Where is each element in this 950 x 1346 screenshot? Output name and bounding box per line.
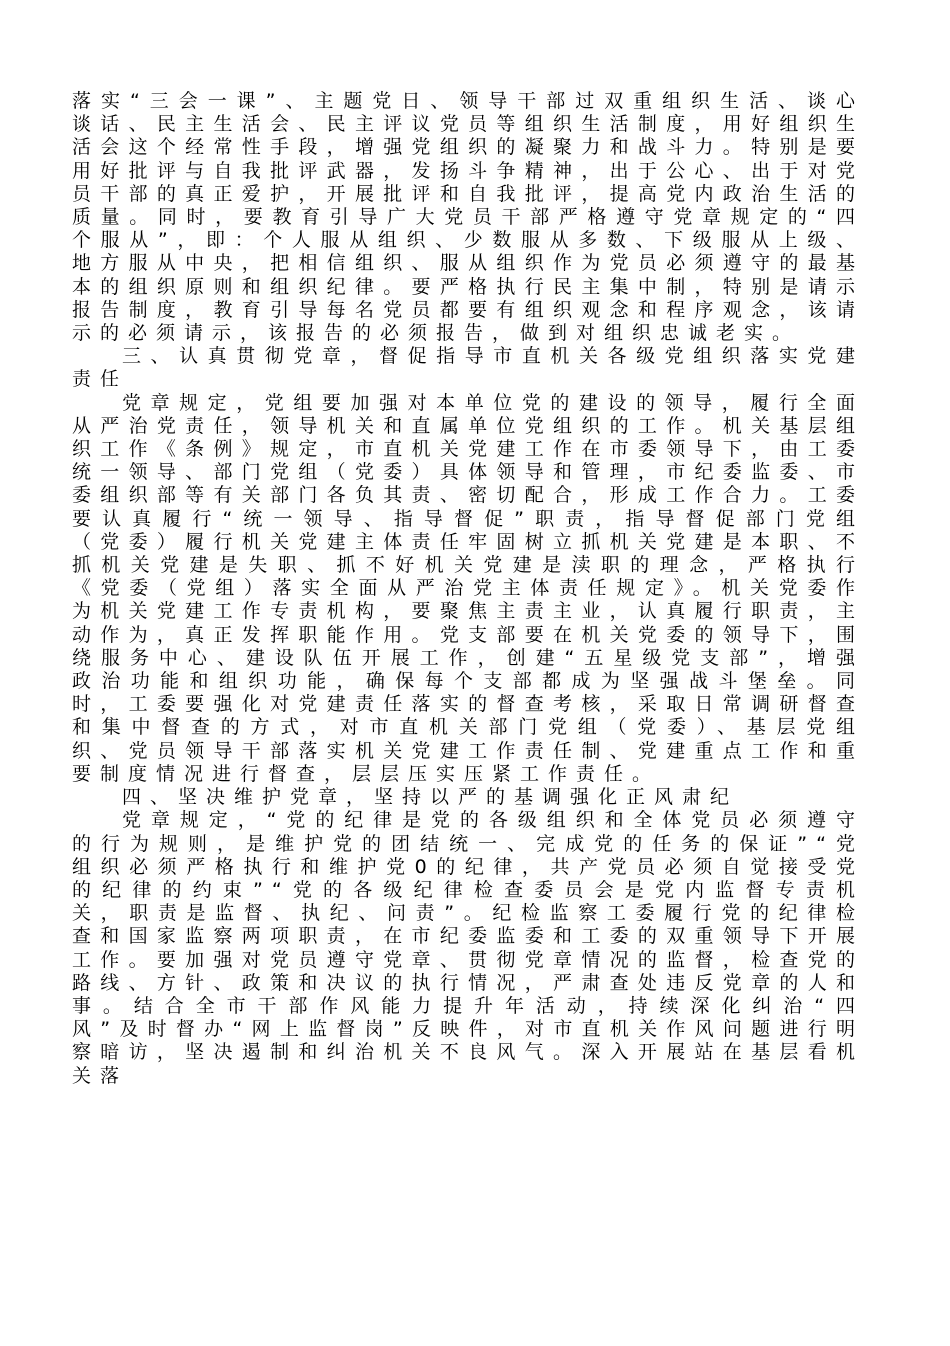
section-heading-four: 四、坚决维护党章，坚持以严的基调强化正风肃纪 [122,786,739,809]
paragraph-organizational-life: 落实“三会一课”、主题党日、领导干部过双重组织生活、谈心谈话、民主生活会、民主评议党员等组织生活制度，用好组织生活会这个经常性手段，增强党组织的凝聚力和战斗力。特别是要用好批评与自我批评武器，发扬斗争精神，出于公心、出于对党员干部的真正爱护，开展批评和自我批评，提高党内政治生活的质量。同时，要教育引导广大党员干部严格遵守党章规定的“四个服从”，即：个人服从组织、少数服从多数、下级服从上级、地方服从中央，把相信组织、服从组织作为党员必须遵守的最基本的组织原则和组织纪律。要严格执行民主集中制，特别是请示报告制度，教育引导每名党员都要有组织观念和程序观念，该请示的必须请示，该报告的必须报告，做到对组织忠诚老实。 [72,90,864,345]
section-heading-three: 三、认真贯彻党章，督促指导市直机关各级党组织落实党建责任 [72,345,864,391]
paragraph-party-building-responsibility: 党章规定，党组要加强对本单位党的建设的领导，履行全面从严治党责任，领导机关和直属单位党组织的工作。机关基层组织工作《条例》规定，市直机关党建工作在市委领导下，由工委统一领导、部门党组（党委）具体领导和管理，市纪委监委、市委组织部等有关部门各负其责、密切配合，形成工作合力。工委要认真履行“统一领导、指导督促”职责，指导督促部门党组（党委）履行机关党建主体责任牢固树立抓机关党建是本职、不抓机关党建是失职、抓不好机关党建是渎职的理念，严格执行《党委（党组）落实全面从严治党主体责任规定》。机关党委作为机关党建工作专责机构，要聚焦主责主业，认真履行职责，主动作为，真正发挥职能作用。党支部要在机关党委的领导下，围绕服务中心、建设队伍开展工作，创建“五星级党支部”，增强政治功能和组织功能，确保每个支部都成为坚强战斗堡垒。同时，工委要强化对党建责任落实的督查考核，采取日常调研督查和集中督查的方式，对市直机关部门党组（党委）、基层党组织、党员领导干部落实机关党建工作责任制、党建重点工作和重要制度情况进行督查，层层压实压紧工作责任。 [72,391,864,785]
paragraph-discipline: 党章规定，“党的纪律是党的各级组织和全体党员必须遵守的行为规则，是维护党的团结统一、完成党的任务的保证”“党组织必须严格执行和维护党0的纪律，共产党员必须自觉接受党的纪律的约束”“党的各级纪律检查委员会是党内监督专责机关，职责是监督、执纪、问责”。纪检监察工委履行党的纪律检查和国家监察两项职责，在市纪委监委和工委的双重领导下开展工作。要加强对党员遵守党章、贯彻党章情况的监督，检查党的路线、方针、政策和决议的执行情况，严肃查处违反党章的人和事。结合全市干部作风能力提升年活动，持续深化纠治“四风”及时督办“网上监督岗”反映件，对市直机关作风问题进行明察暗访，坚决遏制和纠治机关不良风气。深入开展站在基层看机关落 [72,809,864,1087]
document-body [72,90,864,1088]
